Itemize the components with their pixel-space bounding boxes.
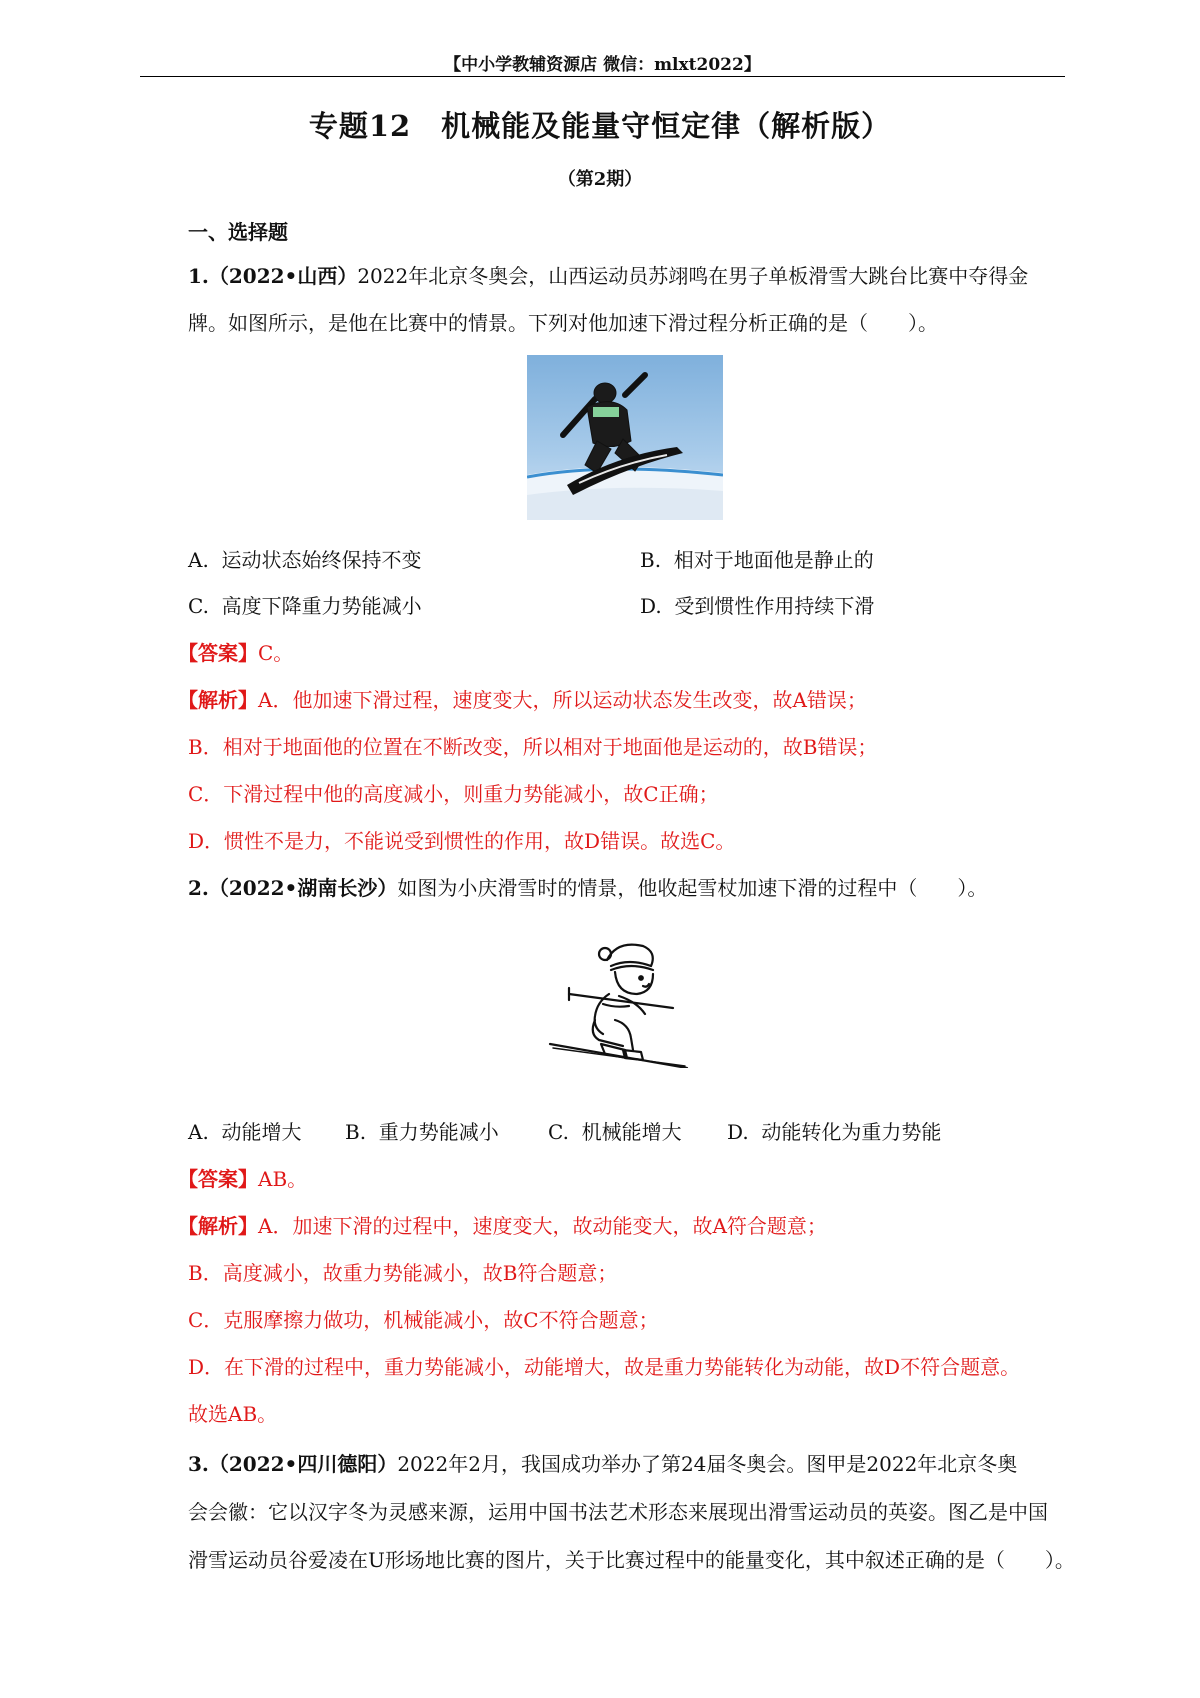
q2-analysis-line4: D．在下滑的过程中，重力势能减小，动能增大，故是重力势能转化为动能，故D不符合题意。 bbox=[188, 1355, 1021, 1379]
skier-drawing bbox=[545, 932, 695, 1068]
q2-option-c-text: 机械能增大 bbox=[581, 1120, 682, 1144]
q2-stem-text: 如图为小庆滑雪时的情景，他收起雪杖加速下滑的过程中（ ）。 bbox=[397, 876, 988, 900]
q2-analysis-line1 bbox=[178, 1212, 827, 1240]
q2-option-c-label: C. bbox=[548, 1120, 569, 1144]
q1-option-c bbox=[188, 592, 422, 620]
header-divider bbox=[140, 76, 1065, 77]
q2-option-d-label: D. bbox=[727, 1120, 749, 1144]
page-header: 【中小学教辅资源店 微信：mlxt2022】 bbox=[444, 55, 761, 75]
q2-option-a-label: A. bbox=[188, 1120, 209, 1144]
q1-option-d-label: D. bbox=[640, 594, 662, 618]
q1-option-a-text: 运动状态始终保持不变 bbox=[221, 548, 422, 572]
q1-option-a-label: A. bbox=[188, 548, 209, 572]
q1-option-b bbox=[640, 546, 874, 574]
q2-option-a bbox=[188, 1118, 302, 1146]
q1-stem-text1: 2022年北京冬奥会，山西运动员苏翊鸣在男子单板滑雪大跳台比赛中夺得金 bbox=[357, 264, 1029, 288]
q3-source: 3.（2022•四川德阳） bbox=[188, 1452, 398, 1476]
q2-analysis-line5: 故选AB。 bbox=[188, 1402, 278, 1426]
q1-analysis-line1 bbox=[178, 686, 867, 714]
q3-stem-line3: 滑雪运动员谷爱凌在U形场地比赛的图片，关于比赛过程中的能量变化，其中叙述正确的是（ ）。 bbox=[188, 1548, 1075, 1572]
q1-analysis-text1: A．他加速下滑过程，速度变大，所以运动状态发生改变，故A错误； bbox=[258, 688, 867, 712]
q2-option-b bbox=[345, 1118, 499, 1146]
q2-answer bbox=[178, 1165, 307, 1193]
q1-stem-line2: 牌。如图所示，是他在比赛中的情景。下列对他加速下滑过程分析正确的是（ ）。 bbox=[188, 311, 938, 335]
q1-answer-value: C。 bbox=[258, 641, 294, 665]
q2-option-d bbox=[727, 1118, 941, 1146]
q1-option-d bbox=[640, 592, 874, 620]
q2-analysis-text1: A．加速下滑的过程中，速度变大，故动能变大，故A符合题意； bbox=[258, 1214, 827, 1238]
section-heading: 一、选择题 bbox=[188, 220, 288, 244]
q2-option-a-text: 动能增大 bbox=[221, 1120, 302, 1144]
q1-analysis-line3: C．下滑过程中他的高度减小，则重力势能减小，故C正确； bbox=[188, 782, 719, 806]
document-title: 专题12 机械能及能量守恒定律（解析版） bbox=[308, 109, 892, 143]
q1-analysis-line2: B．相对于地面他的位置在不断改变，所以相对于地面他是运动的，故B错误； bbox=[188, 735, 878, 759]
q1-stem-line1 bbox=[188, 262, 1028, 290]
q3-stem-line2: 会会徽：它以汉字冬为灵感来源，运用中国书法艺术形态来展现出滑雪运动员的英姿。图乙是中国 bbox=[188, 1500, 1048, 1524]
q2-option-c bbox=[548, 1118, 682, 1146]
q1-analysis-line4: D．惯性不是力，不能说受到惯性的作用，故D错误。故选C。 bbox=[188, 829, 736, 853]
q2-stem-line bbox=[188, 874, 987, 902]
q2-source: 2.（2022•湖南长沙） bbox=[188, 876, 398, 900]
document-subtitle: （第2期） bbox=[557, 169, 643, 190]
q1-source: 1.（2022•山西） bbox=[188, 264, 358, 288]
q1-option-a bbox=[188, 546, 422, 574]
q2-option-d-text: 动能转化为重力势能 bbox=[761, 1120, 942, 1144]
q2-answer-tag: 【答案】 bbox=[178, 1167, 258, 1191]
q2-option-b-text: 重力势能减小 bbox=[378, 1120, 499, 1144]
q2-analysis-line2: B．高度减小，故重力势能减小，故B符合题意； bbox=[188, 1261, 618, 1285]
q1-option-c-text: 高度下降重力势能减小 bbox=[221, 594, 422, 618]
q1-option-d-text: 受到惯性作用持续下滑 bbox=[674, 594, 875, 618]
q1-analysis-tag: 【解析】 bbox=[178, 688, 258, 712]
snowboarder-photo bbox=[527, 355, 723, 520]
q2-analysis-line3: C．克服摩擦力做功，机械能减小，故C不符合题意； bbox=[188, 1308, 659, 1332]
q1-option-b-text: 相对于地面他是静止的 bbox=[673, 548, 874, 572]
q1-answer bbox=[178, 639, 293, 667]
q1-option-c-label: C. bbox=[188, 594, 209, 618]
q2-option-b-label: B. bbox=[345, 1120, 367, 1144]
q1-answer-tag: 【答案】 bbox=[178, 641, 258, 665]
q3-stem-line1 bbox=[188, 1450, 1017, 1478]
q2-analysis-tag: 【解析】 bbox=[178, 1214, 258, 1238]
q2-answer-value: AB。 bbox=[258, 1167, 308, 1191]
q1-option-b-label: B. bbox=[640, 548, 662, 572]
q3-stem-text1: 2022年2月，我国成功举办了第24届冬奥会。图甲是2022年北京冬奥 bbox=[397, 1452, 1018, 1476]
